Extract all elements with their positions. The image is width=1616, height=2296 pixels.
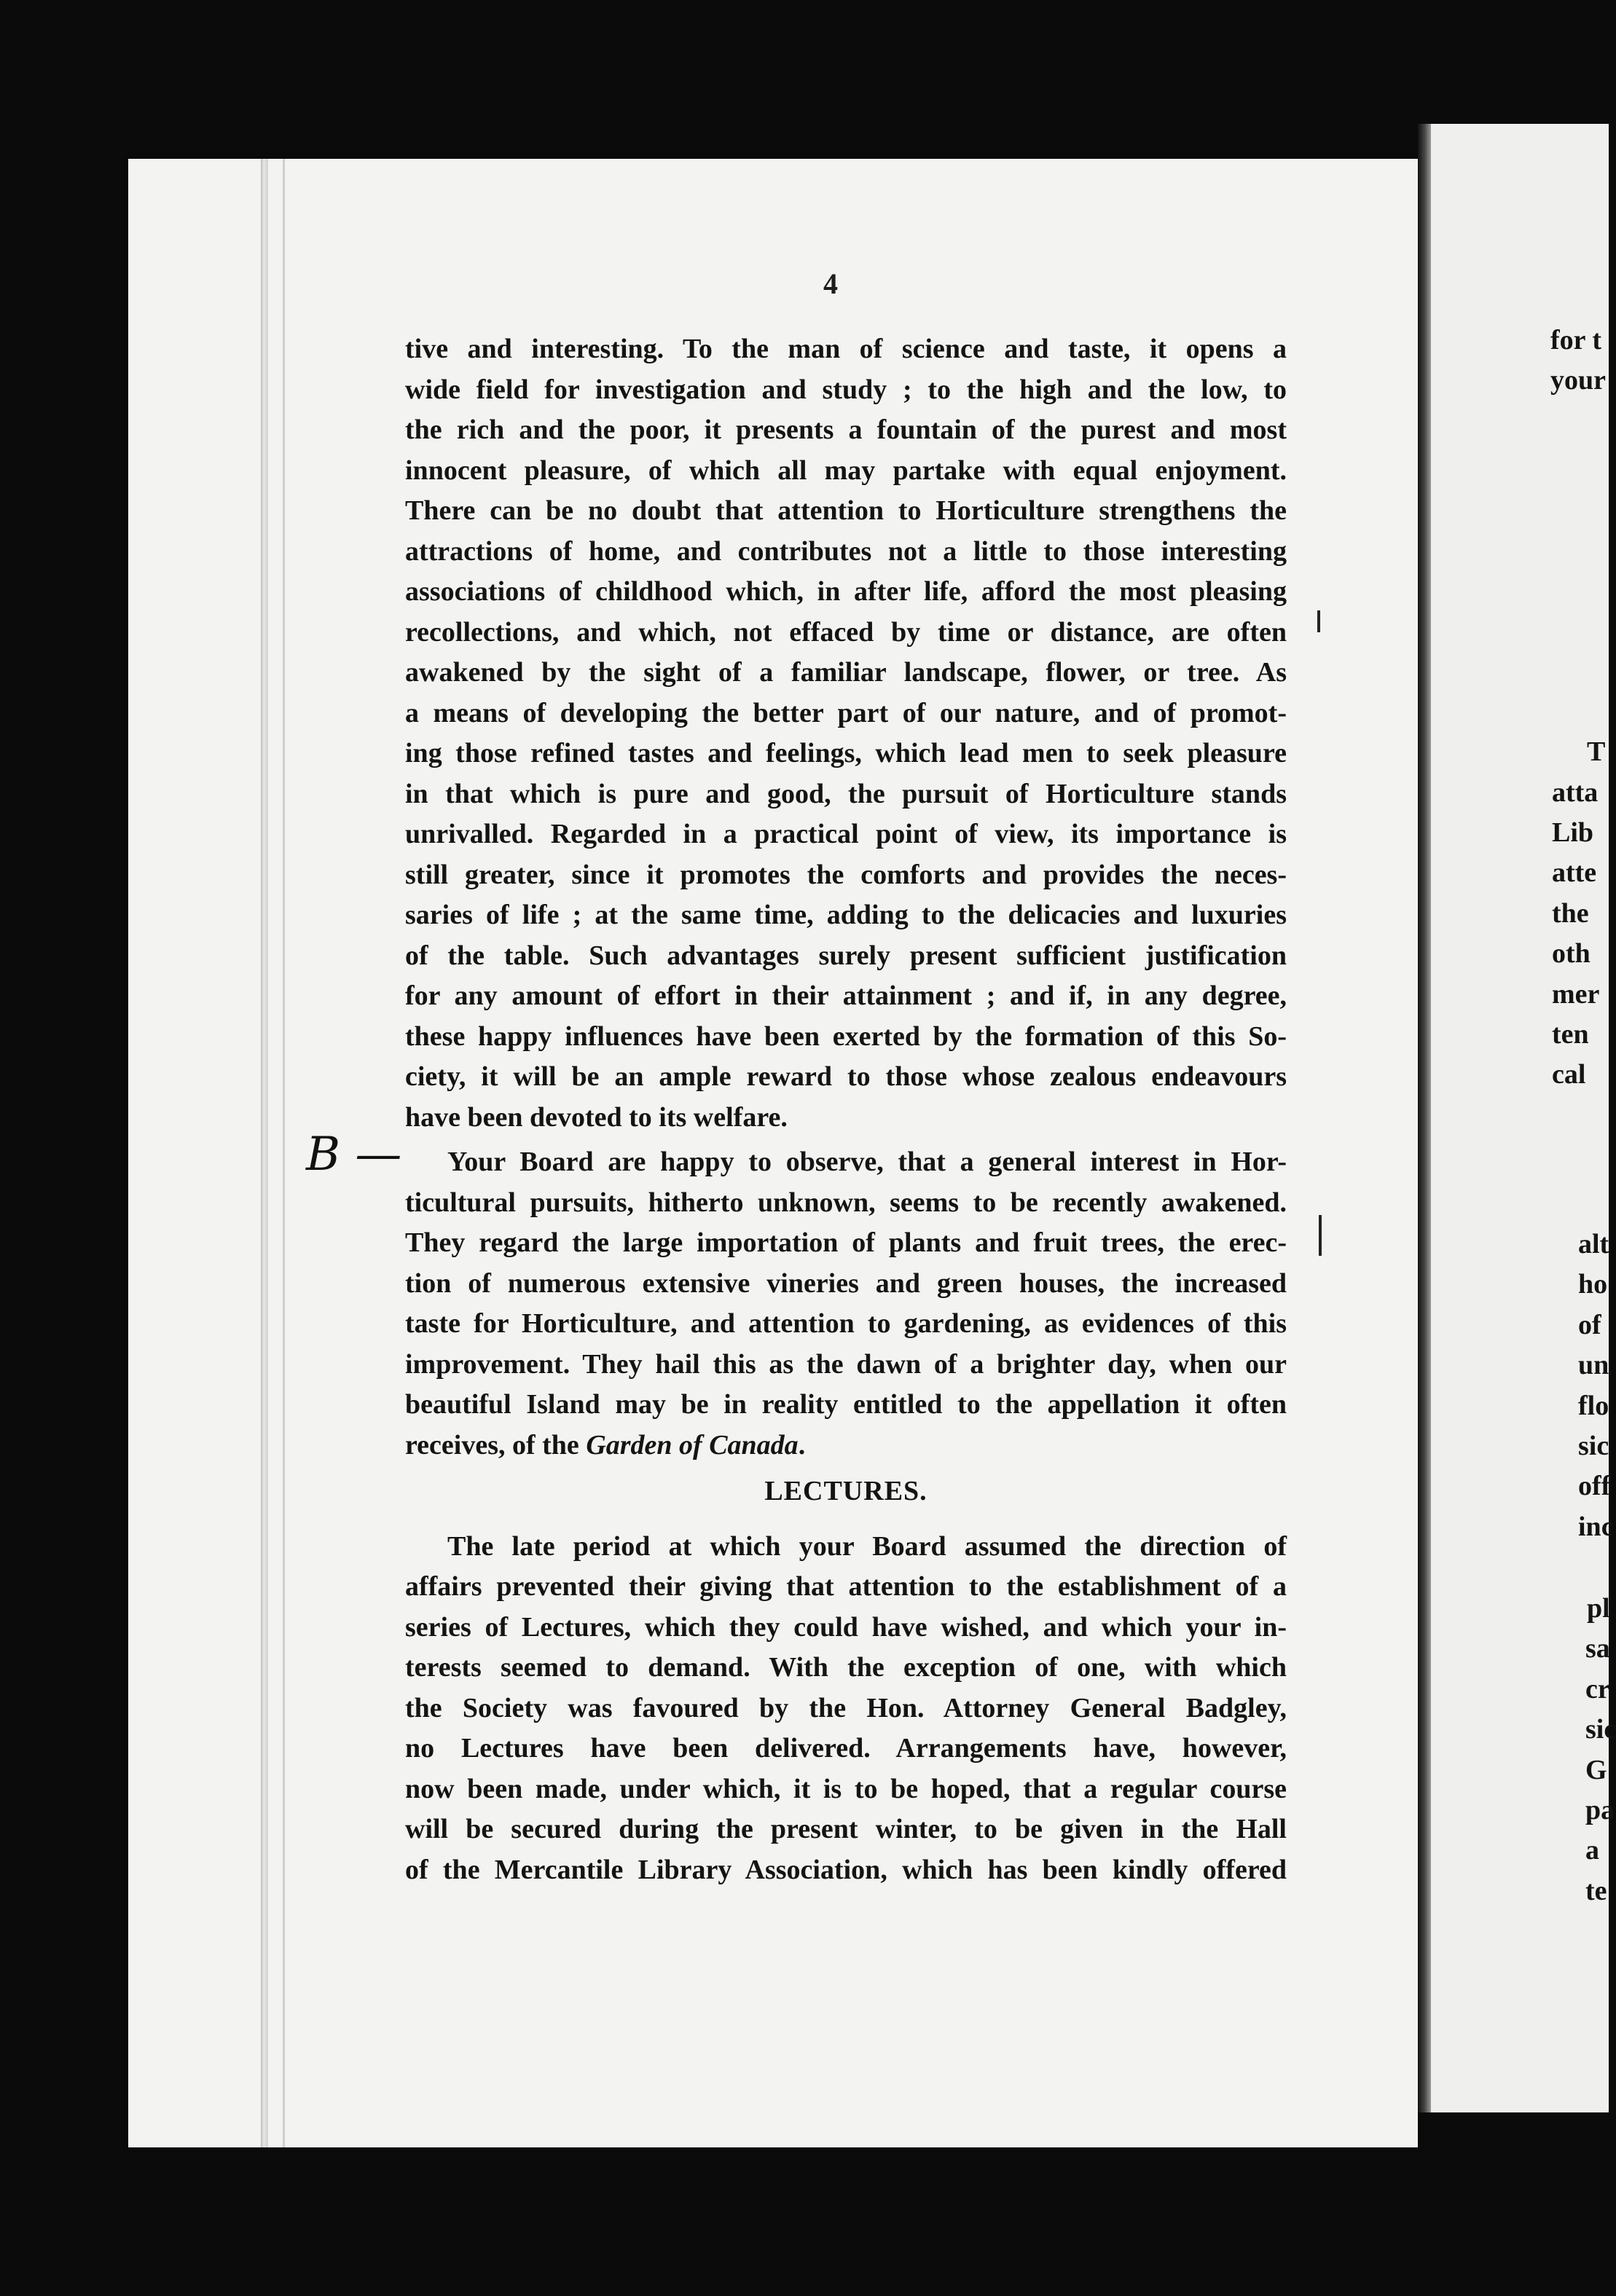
- text-line: still greater, since it promotes the comforts and provides the neces-: [405, 859, 1287, 890]
- right-page-fragment: ten: [1552, 1019, 1589, 1050]
- right-page-fragment: oth: [1552, 938, 1590, 969]
- right-page-fragment: for t: [1550, 325, 1601, 355]
- text-line: series of Lectures, which they could have wished, and which your in-: [405, 1611, 1287, 1643]
- text-line: unrivalled. Regarded in a practical point of view, its importance is: [405, 819, 1287, 849]
- text-line: They regard the large importation of plants and fruit trees, the erec-: [405, 1227, 1287, 1258]
- text-line: now been made, under which, it is to be hoped, that a regular course: [405, 1773, 1287, 1804]
- text-line: improvement. They hail this as the dawn of a brighter day, when our: [405, 1348, 1287, 1380]
- text-line: terests seemed to demand. With the exception of one, with which: [405, 1652, 1287, 1683]
- text-line: the Society was favoured by the Hon. Attorney General Badgley,: [405, 1692, 1287, 1723]
- right-page-fragment: a: [1585, 1835, 1599, 1866]
- margin-annotation: B —: [306, 1128, 402, 1182]
- right-page-fragment: the: [1552, 898, 1589, 929]
- right-page-fragment: cr: [1585, 1674, 1610, 1705]
- right-page-fragment: T: [1587, 736, 1606, 767]
- text-line: in that which is pure and good, the pursuit of Horticulture stands: [405, 778, 1287, 809]
- text-line: of the Mercantile Library Association, which has been kindly offered: [405, 1854, 1287, 1885]
- right-page-fragment: ho: [1578, 1269, 1608, 1300]
- text-line: wide field for investigation and study ; to the high and the low, to: [405, 374, 1287, 405]
- text-line: the rich and the poor, it presents a fountain of the purest and most: [405, 414, 1287, 445]
- text-line: saries of life ; at the same time, adding to the delicacies and luxuries: [405, 900, 1287, 930]
- section-heading-lectures: LECTURES.: [764, 1476, 927, 1506]
- text-line: attractions of home, and contributes not a little to those interesting: [405, 535, 1287, 567]
- page-number: 4: [823, 267, 838, 300]
- paragraph-2: [405, 1142, 1287, 1426]
- text-line: ticultural pursuits, hitherto unknown, seems to be recently awakened.: [405, 1187, 1287, 1218]
- book-spine: [1418, 124, 1431, 2112]
- right-page-fragment: sic: [1578, 1431, 1609, 1461]
- garden-of-canada: Garden of Canada: [586, 1429, 799, 1460]
- right-page-fragment: mer: [1552, 979, 1600, 1010]
- right-page-fragment: off: [1578, 1471, 1611, 1501]
- text-line: beautiful Island may be in reality entitled to the appellation it often: [405, 1389, 1287, 1420]
- text-line: There can be no doubt that attention to Horticulture strengthens the: [405, 495, 1287, 526]
- text-line: affairs prevented their giving that attention to the establishment of a: [405, 1571, 1287, 1602]
- right-page-fragment: alt: [1578, 1229, 1609, 1259]
- text-line: recollections, and which, not effaced by time or distance, are often: [405, 616, 1287, 648]
- text-line: of the table. Such advantages surely present sufficient justification: [405, 940, 1287, 971]
- text-line: no Lectures have been delivered. Arrangements have, however,: [405, 1733, 1287, 1764]
- body-text: [405, 329, 1287, 1890]
- right-page: [1418, 124, 1609, 2112]
- text-line: associations of childhood which, in after life, afford the most pleasing: [405, 576, 1287, 607]
- right-page-fragment: inc: [1578, 1511, 1614, 1542]
- text-line: The late period at which your Board assumed the direction of: [447, 1530, 1287, 1562]
- text-line: taste for Horticulture, and attention to gardening, as evidences of this: [405, 1308, 1287, 1339]
- text-line: these happy influences have been exerted by the formation of this So-: [405, 1021, 1287, 1052]
- right-page-fragment: cal: [1552, 1059, 1586, 1090]
- text-line: tive and interesting. To the man of science and taste, it opens a: [405, 334, 1287, 364]
- paragraph-1: [405, 329, 1287, 1138]
- text-line: ciety, it will be an ample reward to those whose zealous endeavours: [405, 1061, 1287, 1092]
- right-page-fragment: atte: [1552, 857, 1597, 888]
- page-gutter-rule: [283, 159, 285, 2147]
- right-page-fragment: Lib: [1552, 817, 1594, 848]
- right-page-fragment: un: [1578, 1350, 1609, 1380]
- right-page-fragment: pa: [1585, 1795, 1615, 1825]
- text-line: awakened by the sight of a familiar landscape, flower, or tree. As: [405, 657, 1287, 688]
- right-page-fragment: sa: [1585, 1633, 1610, 1664]
- text-line: Your Board are happy to observe, that a general interest in Hor-: [447, 1147, 1287, 1177]
- right-page-fragment: atta: [1552, 777, 1599, 808]
- margin-tick-1: [1317, 610, 1320, 632]
- text-line: will be secured during the present winter, to be given in the Hall: [405, 1814, 1287, 1844]
- text-line: tion of numerous extensive vineries and green houses, the increased: [405, 1267, 1287, 1299]
- margin-tick-2: [1319, 1215, 1322, 1256]
- paragraph-lectures: [405, 1527, 1287, 1891]
- text-line: ing those refined tastes and feelings, which lead men to seek pleasure: [405, 738, 1287, 768]
- text-line: have been devoted to its welfare.: [405, 1101, 788, 1133]
- paragraph-2-last-line: receives, of the Garden of Canada.: [405, 1429, 806, 1460]
- right-page-fragment: te: [1585, 1876, 1607, 1906]
- right-page-fragment: sic: [1585, 1714, 1616, 1745]
- text-line: a means of developing the better part of our nature, and of promot-: [405, 697, 1287, 728]
- right-page-fragment: G: [1585, 1755, 1607, 1785]
- right-page-fragment: flo: [1578, 1391, 1609, 1421]
- right-page-fragment: of: [1578, 1310, 1601, 1340]
- right-page-fragment: your: [1550, 365, 1606, 396]
- right-page-fragment: pl: [1587, 1593, 1610, 1624]
- text-line: for any amount of effort in their attainment ; and if, in any degree,: [405, 980, 1287, 1011]
- text-line: innocent pleasure, of which all may partake with equal enjoyment.: [405, 455, 1287, 486]
- page-gutter: [261, 159, 268, 2147]
